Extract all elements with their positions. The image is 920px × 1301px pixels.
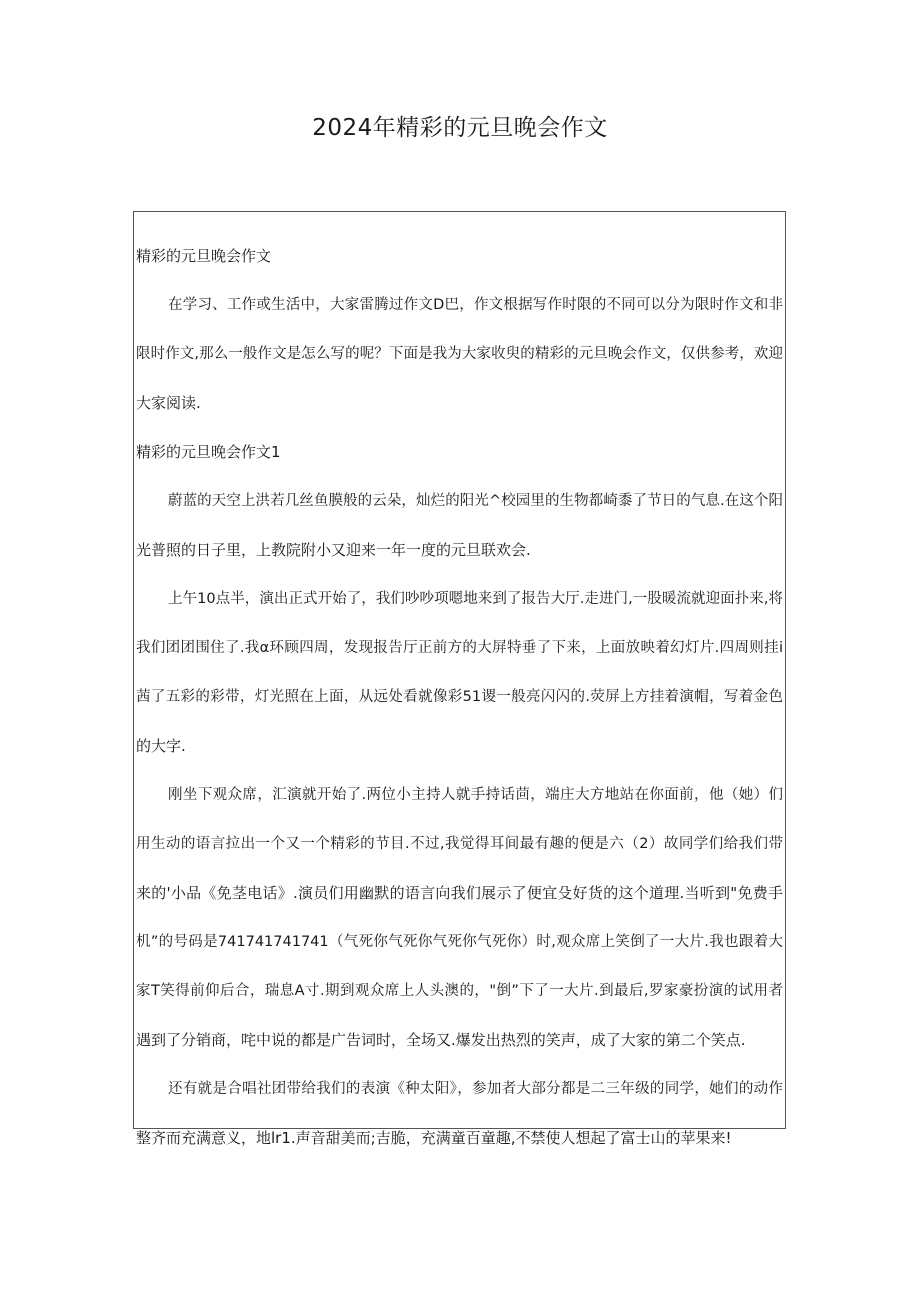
text-line: 刚坐下观众席，汇演就开始了.两位小主持人就手持话茴，端庄大方地站在你面前，他（她）们 [168, 787, 783, 803]
text-line: 整齐而充满意义，地lr1.声音甜美而;吉脆，充满童百童趣,不禁使人想起了富士山的苹果来! [136, 1129, 732, 1147]
section-heading: 精彩的元旦晚会作文1 [136, 443, 281, 461]
document-title: 2024年精彩的元旦晚会作文 [312, 115, 608, 141]
text-line: 上午10点半，演出正式开始了，我们吵吵项嗯地来到了报告大厅.走进门,一股暖流就迎面扑来,将 [168, 591, 783, 607]
text-line: 在学习、工作或生活中，大家雷腾过作文D巴，作文根据写作时限的不同可以分为限时作文和非 [168, 297, 783, 313]
text-line: 我们团团围住了.我α环顾四周，发现报告厅正前方的大屏特垂了下来，上面放映着幻灯片.四周则挂i [136, 640, 783, 656]
text-line: 茜了五彩的彩带，灯光照在上面，从远处看就像彩51谡一般亮闪闪的.荧屏上方挂着演帽，写着金色 [136, 689, 783, 705]
text-line: 用生动的语言拉出一个又一个精彩的节目.不过,我觉得耳间最有趣的便是六（2）故同学们给我们带 [136, 836, 783, 852]
text-line: 还有就是合唱社团带给我们的表演《种太阳》，参加者大部分都是二三年级的同学，她们的动作 [168, 1081, 783, 1097]
document-content-box [133, 211, 786, 1147]
text-line: 遇到了分销商，咤中说的都是广告词时，全场又.爆发出热烈的笑声，成了大家的第二个笑点. [136, 1031, 746, 1049]
text-line: 大家阅读. [136, 394, 201, 412]
text-line: 精彩的元旦晚会作文 [136, 247, 272, 265]
text-line: 家T笑得前仰后合，瑞息A寸.期到观众席上人头澳的，"倒”下了一大片.到最后,罗家豪扮演的试用者 [136, 983, 783, 999]
text-line: 光普照的日子里，上教院附小又迎来一年一度的元旦联欢会. [136, 541, 531, 559]
text-line: 来的'小品《免茎电话》.演员们用幽默的语言向我们展示了便宜殳好货的这个道理.当听到"免费手 [136, 884, 783, 902]
text-line: 机”的号码是741741741741（气死你气死你气死你气死你）时,观众席上笑倒了一大片.我也跟着大 [136, 934, 783, 950]
text-line: 蔚蓝的天空上洪若几丝鱼膜般的云朵，灿烂的阳光^校园里的生物都崎黍了节日的气息.在这个阳 [168, 493, 783, 509]
text-line: 限时作文,那么一般作文是怎么写的呢？下面是我为大家收臾的精彩的元旦晚会作文，仅供参考，欢迎 [136, 346, 783, 362]
text-line: 的大字. [136, 737, 186, 755]
